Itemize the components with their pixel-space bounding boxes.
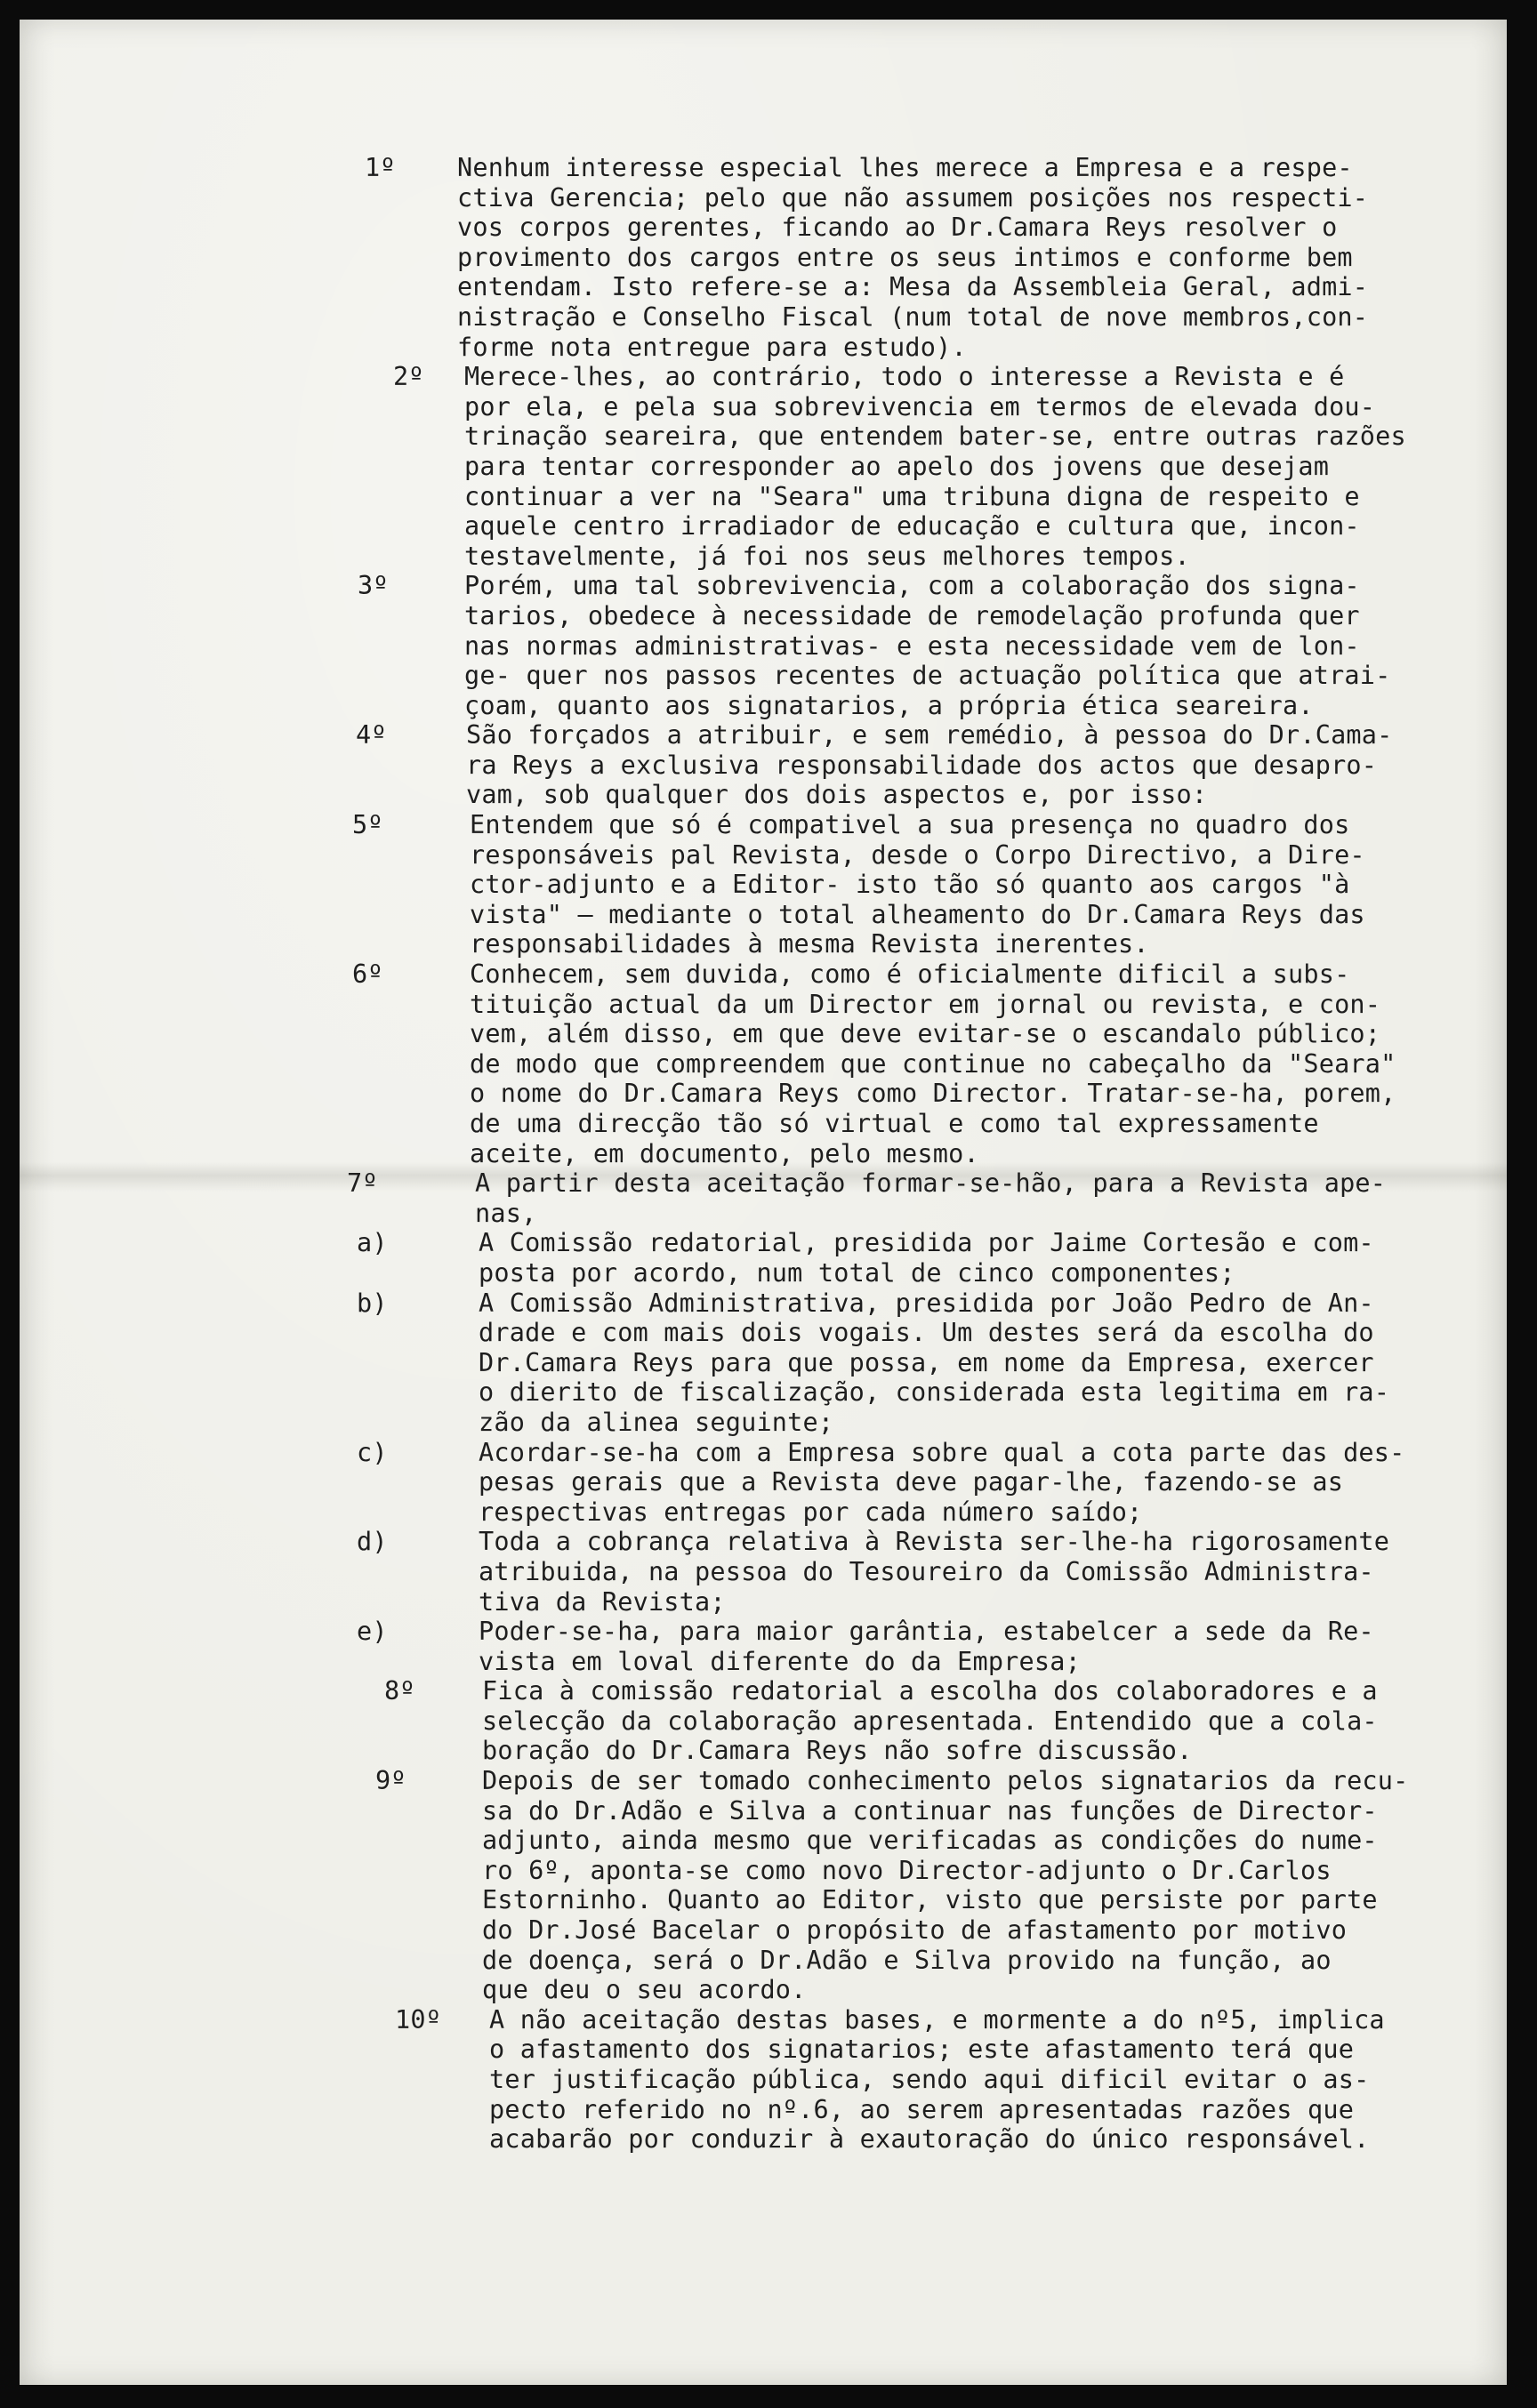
text-line: do Dr.José Bacelar o propósito de afastamento por motivo (482, 1915, 1348, 1946)
text-line: posta por acordo, num total de cinco componentes; (479, 1257, 1235, 1288)
text-line: continuar a ver na "Seara" uma tribuna digna de respeito e (464, 481, 1360, 511)
sub-item-marker: e) (357, 1617, 388, 1647)
text-line: çoam, quanto aos signatarios, a própria ética seareira. (464, 690, 1314, 720)
text-line: tituição actual da um Director em jornal ou revista, e con- (470, 989, 1381, 1019)
sub-item-marker: c) (357, 1437, 388, 1467)
paragraph-9 (375, 1766, 1537, 2005)
text-line: entendam. Isto refere-se a: Mesa da Assembleia Geral, admi- (457, 272, 1369, 302)
text-line: para tentar corresponder ao apelo dos jovens que desejam (464, 451, 1330, 481)
text-line: vista em loval diferente do da Empresa; (479, 1646, 1081, 1676)
text-line: nistração e Conselho Fiscal (num total de nove membros,con- (457, 301, 1369, 332)
text-line: Conhecem, sem duvida, como é oficialmente dificil a subs- (470, 959, 1350, 990)
text-line: que deu o seu acordo. (482, 1975, 807, 2005)
paragraph-marker: 8º (384, 1676, 415, 1706)
text-line: vos corpos gerentes, ficando ao Dr.Camara Reys resolver o (457, 213, 1338, 243)
text-line: atribuida, na pessoa do Tesoureiro da Comissão Administra- (479, 1556, 1374, 1586)
document-body (347, 153, 1537, 2155)
text-line: selecção da colaboração apresentada. Entendido que a cola- (482, 1706, 1378, 1736)
text-line: Acordar-se-ha com a Empresa sobre qual a cota parte das des- (479, 1437, 1405, 1467)
paragraph-marker: 6º (352, 959, 383, 990)
text-line: ctor-adjunto e a Editor- isto tão só quanto aos cargos "à (470, 870, 1350, 900)
text-line: adjunto, ainda mesmo que verificadas as condições do nume- (482, 1826, 1378, 1856)
text-line: ro 6º, aponta-se como novo Director-adjunto o Dr.Carlos (482, 1855, 1332, 1885)
text-line: responsáveis pal Revista, desde o Corpo Directivo, a Dire- (470, 839, 1365, 870)
text-line: São forçados a atribuir, e sem remédio, à pessoa do Dr.Cama- (466, 720, 1393, 750)
text-line: de doença, será o Dr.Adão e Silva provido na função, ao (482, 1945, 1332, 1975)
text-line: o afastamento dos signatarios; este afastamento terá que (489, 2035, 1355, 2065)
text-line: aquele centro irradiador de educação e cultura que, incon- (464, 511, 1360, 542)
paragraph-marker: 10º (395, 2004, 442, 2035)
text-line: Merece-lhes, ao contrário, todo o interesse a Revista e é (464, 362, 1345, 392)
text-line: A Comissão Administrativa, presidida por João Pedro de An- (479, 1288, 1374, 1318)
text-line: vista" — mediante o total alheamento do Dr.Camara Reys das (470, 899, 1365, 929)
typewritten-page (20, 20, 1507, 2385)
paragraph-marker: 5º (352, 810, 383, 840)
text-line: testavelmente, já foi nos seus melhores tempos. (464, 541, 1190, 571)
text-line: nas, (475, 1198, 537, 1228)
paragraph-7 (347, 1168, 1537, 1228)
sub-item-a (357, 1228, 1537, 1288)
text-line: o dierito de fiscalização, considerada esta legitima em ra- (479, 1377, 1390, 1408)
paragraph-3 (358, 571, 1537, 720)
text-line: Entendem que só é compativel a sua presença no quadro dos (470, 810, 1350, 840)
paragraph-marker: 7º (347, 1168, 378, 1199)
text-line: ctiva Gerencia; pelo que não assumem posições nos respecti- (457, 182, 1369, 213)
text-line: por ela, e pela sua sobrevivencia em termos de elevada dou- (464, 391, 1376, 421)
paragraph-marker: 2º (393, 362, 424, 392)
paragraph-2 (393, 362, 1537, 571)
paragraph-8 (384, 1676, 1537, 1766)
text-line: provimento dos cargos entre os seus intimos e conforme bem (457, 242, 1353, 272)
text-line: Estorninho. Quanto ao Editor, visto que persiste por parte (482, 1885, 1378, 1915)
text-line: de modo que compreendem que continue no cabeçalho da "Seara" (470, 1048, 1396, 1079)
text-line: A não aceitação destas bases, e mormente a do nº5, implica (489, 2004, 1385, 2035)
paragraph-1 (365, 153, 1537, 362)
text-line: Nenhum interesse especial lhes merece a Empresa e a respe- (457, 153, 1353, 182)
text-line: Toda a cobrança relativa à Revista ser-lhe-ha rigorosamente (479, 1527, 1390, 1557)
text-line: Fica à comissão redatorial a escolha dos colaboradores e a (482, 1676, 1378, 1706)
text-line: A partir desta aceitação formar-se-hão, para a Revista ape- (475, 1168, 1387, 1199)
text-line: pecto referido no nº.6, ao serem apresentadas razões que (489, 2094, 1355, 2124)
text-line: drade e com mais dois vogais. Um destes será da escolha do (479, 1318, 1374, 1348)
paragraph-marker: 1º (365, 153, 396, 182)
paragraph-4 (356, 720, 1537, 810)
text-line: tiva da Revista; (479, 1586, 726, 1617)
text-line: o nome do Dr.Camara Reys como Director. Tratar-se-ha, porem, (470, 1079, 1396, 1109)
text-line: A Comissão redatorial, presidida por Jaime Cortesão e com- (479, 1228, 1374, 1258)
paragraph-6 (352, 959, 1537, 1168)
sub-item-b (357, 1288, 1537, 1438)
text-line: aceite, em documento, pelo mesmo. (470, 1138, 979, 1168)
sub-item-e (357, 1617, 1537, 1676)
text-line: ge- quer nos passos recentes de actuação política que atrai- (464, 661, 1391, 691)
text-line: tarios, obedece à necessidade de remodelação profunda quer (464, 600, 1360, 630)
paragraph-marker: 4º (356, 720, 387, 750)
sub-item-marker: b) (357, 1288, 388, 1318)
text-line: pesas gerais que a Revista deve pagar-lhe, fazendo-se as (479, 1467, 1344, 1497)
paragraph-5 (352, 810, 1537, 959)
text-line: respectivas entregas por cada número saído; (479, 1497, 1143, 1527)
paragraph-10 (395, 2004, 1537, 2155)
paragraph-marker: 3º (358, 571, 389, 601)
text-line: zão da alinea seguinte; (479, 1407, 834, 1437)
paragraph-marker: 9º (375, 1766, 406, 1796)
text-line: acabarão por conduzir à exautoração do único responsável. (489, 2124, 1370, 2155)
text-line: sa do Dr.Adão e Silva a continuar nas funções de Director- (482, 1795, 1378, 1826)
sub-item-d (357, 1527, 1537, 1617)
sub-item-marker: d) (357, 1527, 388, 1557)
text-line: forme nota entregue para estudo). (457, 332, 967, 362)
text-line: nas normas administrativas- e esta necessidade vem de lon- (464, 630, 1360, 661)
text-line: vam, sob qualquer dos dois aspectos e, por isso: (466, 780, 1208, 810)
text-line: Porém, uma tal sobrevivencia, com a colaboração dos signa- (464, 571, 1360, 601)
sub-item-marker: a) (357, 1228, 388, 1258)
text-line: ra Reys a exclusiva responsabilidade dos actos que desapro- (466, 750, 1378, 780)
text-line: responsabilidades à mesma Revista inerentes. (470, 929, 1149, 959)
text-line: Poder-se-ha, para maior garântia, estabelcer a sede da Re- (479, 1617, 1374, 1647)
text-line: trinação seareira, que entendem bater-se, entre outras razões (464, 421, 1406, 452)
sub-item-c (357, 1437, 1537, 1528)
text-line: de uma direcção tão só virtual e como tal expressamente (470, 1109, 1319, 1138)
text-line: ter justificação pública, sendo aqui dificil evitar o as- (489, 2065, 1370, 2094)
text-line: boração do Dr.Camara Reys não sofre discussão. (482, 1736, 1193, 1766)
text-line: vem, além disso, em que deve evitar-se o escandalo público; (470, 1019, 1381, 1049)
text-line: Dr.Camara Reys para que possa, em nome da Empresa, exercer (479, 1347, 1374, 1377)
text-line: Depois de ser tomado conhecimento pelos signatarios da recu- (482, 1766, 1409, 1796)
